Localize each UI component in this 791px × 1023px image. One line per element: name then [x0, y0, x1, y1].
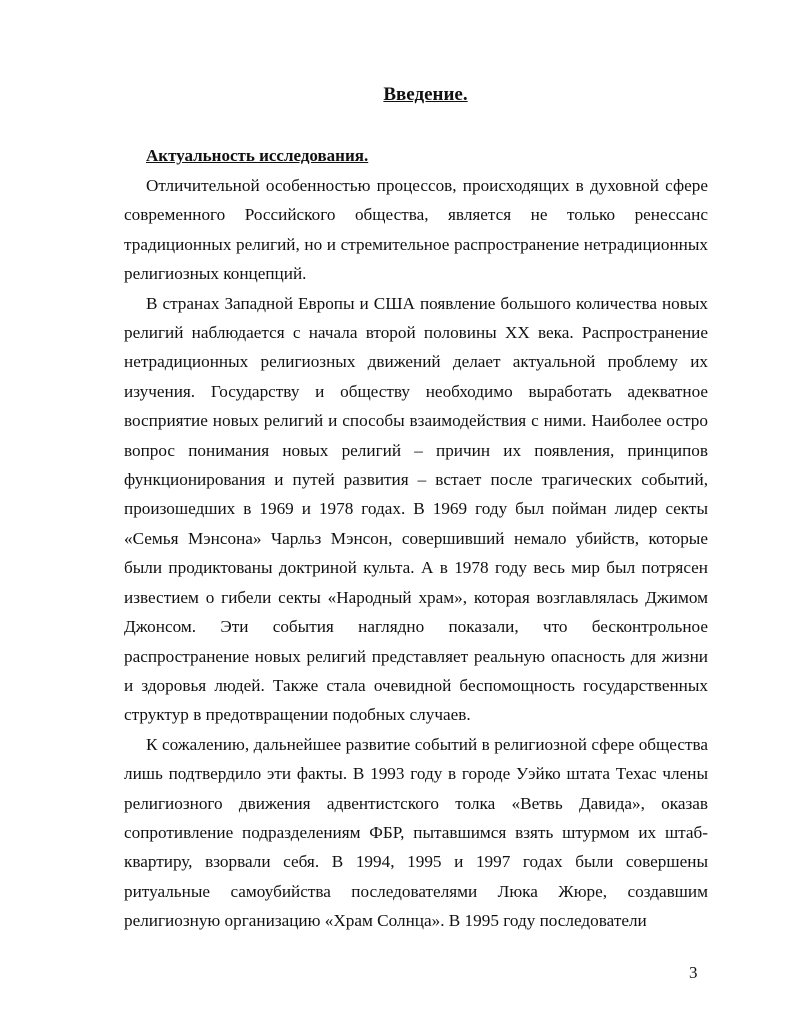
paragraph: К сожалению, дальнейшее развитие событий в религиозной сфере общества лишь подтвердило эти факты. В 1993 году в городе Уэйко штата Техас члены религиозного движения адвентистского толка «Ветвь Давида», оказав сопротивление подразделениям ФБР, пытавшимся взять штурмом их штаб-квартиру, взорвали себя. В 1994, 1995 и 1997 годах были совершены ритуальные самоубийства последователями Люка Жюре, создавшим религиозную организацию «Храм Солнца». В 1995 году последователи	[124, 734, 708, 931]
section-heading: Актуальность исследования.	[146, 146, 369, 165]
body-text	[124, 171, 708, 936]
page-number: 3	[689, 963, 698, 982]
paragraph: В странах Западной Европы и США появление большого количества новых религий наблюдается с начала второй половины XX века. Распространение нетрадиционных религиозных движений делает актуальной проблему их изучения. Государству и обществу необходимо выработать адекватное восприятие новых религий и способы взаимодействия с ними. Наиболее остро вопрос понимания новых религий – причин их появления, принципов функционирования и путей развития – встает после трагических событий, произошедших в 1969 и 1978 годах. В 1969 году был пойман лидер секты «Семья Мэнсона» Чарльз Мэнсон, совершивший немало убийств, которые были продиктованы доктриной культа. А в 1978 году весь мир был потрясен известием о гибели секты «Народный храм», которая возглавлялась Джимом Джонсом. Эти события наглядно показали, что бесконтрольное распространение новых религий представляет реальную опасность для жизни и здоровья людей. Также стала очевидной беспомощность государственных структур в предотвращении подобных случаев.	[124, 293, 708, 725]
paragraph: Отличительной особенностью процессов, происходящих в духовной сфере современного Российского общества, является не только ренессанс традиционных религий, но и стремительное распространение нетрадиционных религиозных концепций.	[124, 176, 708, 284]
page-title: Введение.	[383, 84, 468, 105]
